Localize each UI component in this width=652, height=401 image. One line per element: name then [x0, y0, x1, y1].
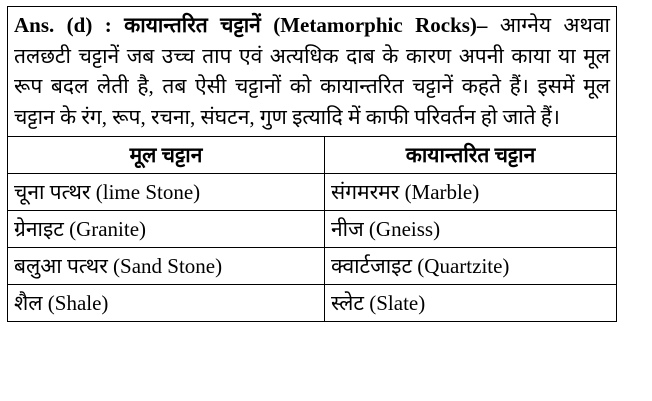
- header-original-rock: मूल चट्टान: [8, 137, 325, 174]
- metamorphic-rock-cell: क्वार्टजाइट (Quartzite): [325, 248, 617, 285]
- answer-body: आग्नेय अथवा तलछटी चट्टानें जब उच्च ताप एवं अत्यधिक दाब के कारण अपनी काया या मूल रूप बदल लेती है, तब ऐसी चट्टानों को कायान्तरित चट्टानें कहते हैं। इसमें मूल चट्टान के रंग, रूप, रचना, संघटन, गुण इत्यादि में काफी परिवर्तन हो जाते हैं।: [14, 13, 611, 129]
- table-row: [8, 285, 616, 322]
- answer-box: [7, 6, 617, 322]
- original-rock-cell: चूना पत्थर (lime Stone): [8, 174, 325, 211]
- original-rock-cell: शैल (Shale): [8, 285, 325, 322]
- metamorphic-rock-cell: स्लेट (Slate): [325, 285, 617, 322]
- original-rock-cell: ग्रेनाइट (Granite): [8, 211, 325, 248]
- original-rock-cell: बलुआ पत्थर (Sand Stone): [8, 248, 325, 285]
- answer-paragraph: [8, 7, 616, 137]
- metamorphic-rock-cell: संगमरमर (Marble): [325, 174, 617, 211]
- header-metamorphic-rock: कायान्तरित चट्टान: [325, 137, 617, 174]
- table-row: [8, 211, 616, 248]
- rock-comparison-table: [8, 137, 616, 321]
- answer-title: कायान्तरित चट्टानें (Metamorphic Rocks)–: [124, 13, 488, 37]
- table-row: [8, 248, 616, 285]
- table-row: [8, 174, 616, 211]
- answer-label: Ans. (d) :: [14, 13, 112, 37]
- metamorphic-rock-cell: नीज (Gneiss): [325, 211, 617, 248]
- table-header-row: [8, 137, 616, 174]
